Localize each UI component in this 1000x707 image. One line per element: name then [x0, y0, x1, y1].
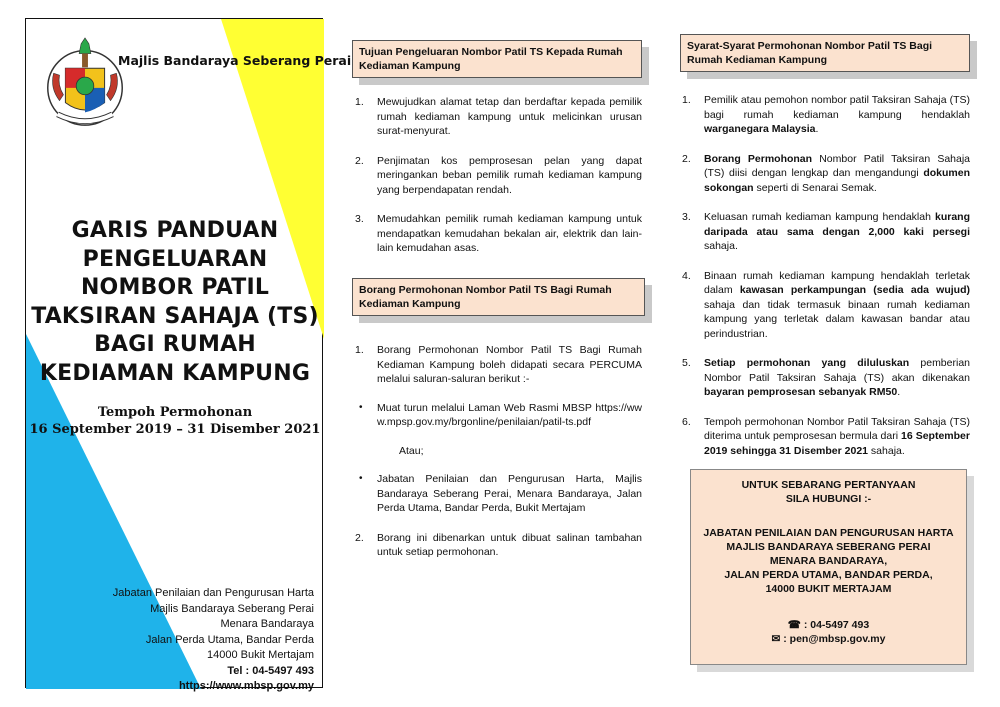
- phone-line: Tel : 04-5497 493: [227, 664, 314, 677]
- period-label: Tempoh Permohonan: [97, 405, 253, 420]
- envelope-icon: ✉: [771, 633, 781, 645]
- bullet-icon: •: [359, 401, 363, 413]
- list-item: [682, 152, 970, 196]
- atau-text: Atau;: [399, 444, 424, 457]
- list-item: [682, 210, 970, 254]
- item-text: Penjimatan kos pemprosesan pelan yang dapat meringankan beban pemilik rumah kediaman kampung yang berpendapatan rendah.: [377, 154, 642, 196]
- contact-line: MENARA BANDARAYA,: [769, 555, 888, 567]
- item-text-bold: kurang daripada atau sama dengan 2,000 kaki persegi: [704, 211, 970, 238]
- item-text: Binaan rumah kediaman kampung hendaklah terletak dalam: [704, 269, 970, 296]
- item-text: Pemilik atau pemohon nombor patil Taksiran Sahaja (TS) bagi rumah kediaman kampung hendaklah: [704, 94, 970, 121]
- borang-header: Borang Permohonan Nombor Patil TS Bagi Rumah Kediaman Kampung: [352, 278, 645, 316]
- item-number: 2.: [682, 152, 691, 165]
- list-item: [355, 212, 642, 256]
- address-line: Menara Bandaraya: [220, 618, 314, 630]
- address-line: Jalan Perda Utama, Bandar Perda: [145, 633, 314, 646]
- item-text: Keluasan rumah kediaman kampung hendaklah: [704, 211, 935, 223]
- item-text-bold: dokumen sokongan: [704, 167, 970, 194]
- item-number: 1.: [355, 96, 364, 108]
- title-line: GARIS PANDUAN: [71, 218, 279, 243]
- item-text-bold: Setiap permohonan yang diluluskan: [704, 357, 910, 369]
- mbsp-crest-logo: [36, 34, 134, 132]
- address-line: Jabatan Penilaian dan Pengurusan Harta: [112, 587, 314, 599]
- address-line: Majlis Bandaraya Seberang Perai: [150, 602, 314, 615]
- title-line: TAKSIRAN SAHAJA (TS): [31, 303, 319, 329]
- item-number: 3.: [355, 213, 364, 225]
- item-text: sahaja dan tidak termasuk binaan rumah kediaman kampung yang terletak dalam kawasan bandar atau perindustrian.: [704, 298, 970, 340]
- contact-line: UNTUK SEBARANG PERTANYAAN: [741, 479, 916, 491]
- title-line: BAGI RUMAH: [94, 332, 256, 357]
- item-text-bold: Borang Permohonan: [704, 152, 813, 165]
- item-text: Tempoh permohonan Nombor Patil Taksiran Sahaja (TS) diterima untuk pemprosesan bermula dari: [704, 415, 970, 442]
- phone-number: : 04-5497 493: [803, 619, 870, 631]
- tujuan-list: [355, 95, 642, 271]
- borang-list: [355, 343, 642, 575]
- contact-line: JABATAN PENILAIAN DAN PENGURUSAN HARTA: [703, 527, 954, 539]
- item-number: 3.: [682, 211, 691, 223]
- website-link[interactable]: https://www.mbsp.gov.my: [178, 680, 314, 692]
- title-line: PENGELUARAN: [82, 246, 268, 272]
- item-number: 1.: [355, 344, 364, 356]
- item-text: Mewujudkan alamat tetap dan berdaftar kepada pemilik rumah kediaman kampung untuk melicinkan urusan surat-menyurat.: [377, 96, 642, 137]
- item-text: Memudahkan pemilik rumah kediaman kampung untuk mendapatkan kemudahan bekalan air, elektrik dan lain-lain kemudahan asas.: [377, 213, 642, 254]
- item-number: 6.: [682, 415, 691, 428]
- list-item: [355, 343, 642, 516]
- syarat-header: Syarat-Syarat Permohonan Nombor Patil TS Bagi Rumah Kediaman Kampung: [680, 34, 970, 72]
- item-text: .: [897, 386, 901, 398]
- bullet-item: [355, 472, 642, 516]
- contact-email[interactable]: [691, 632, 966, 646]
- bullet-item: [355, 401, 642, 430]
- item-text: Jabatan Penilaian dan Pengurusan Harta, Majlis Bandaraya Seberang Perai, Menara Bandaraya, Jalan Perda Utama, Bandar Perda, Bukit Mertajam: [377, 473, 642, 514]
- contact-line: MAJLIS BANDARAYA SEBERANG PERAI: [726, 541, 931, 553]
- item-text: Borang Permohonan Nombor Patil TS Bagi Rumah Kediaman Kampung boleh didapati secara PERCUMA melalui saluran-saluran berikut :-: [377, 344, 642, 385]
- item-text: seperti di Senarai Semak.: [753, 181, 877, 194]
- address-line: 14000 Bukit Mertajam: [207, 649, 314, 661]
- item-text-bold: 16 September 2019 sehingga 31 Disember 2021: [704, 430, 970, 457]
- item-number: 1.: [682, 94, 691, 106]
- address-block: [113, 586, 314, 695]
- item-text: Nombor Patil Taksiran Sahaja (TS) diisi dengan lengkap dan mengandungi: [704, 152, 971, 179]
- period-dates: 16 September 2019 – 31 Disember 2021: [29, 422, 321, 437]
- list-item: [682, 269, 970, 342]
- organization-name: Majlis Bandaraya Seberang Perai: [118, 53, 352, 68]
- item-text: sahaja.: [868, 444, 905, 457]
- item-text: sahaja.: [704, 240, 738, 252]
- contact-line: 14000 BUKIT MERTAJAM: [765, 583, 892, 595]
- item-number: 5.: [682, 357, 691, 369]
- list-item: [355, 531, 642, 560]
- contact-phone[interactable]: [691, 618, 966, 632]
- brochure-title: [26, 217, 324, 388]
- contact-line: JALAN PERDA UTAMA, BANDAR PERDA,: [724, 569, 933, 581]
- item-text: .: [815, 123, 819, 135]
- list-item: [682, 93, 970, 137]
- tujuan-header: Tujuan Pengeluaran Nombor Patil TS Kepada Rumah Kediaman Kampung: [352, 40, 642, 78]
- syarat-list: [682, 93, 970, 473]
- item-text: Borang ini dibenarkan untuk dibuat salinan tambahan untuk setiap permohonan.: [377, 531, 642, 558]
- download-link-text[interactable]: Muat turun melalui Laman Web Rasmi MBSP https://www.mpsp.gov.my/brgonline/penilaian/patil-ts.pdf: [377, 401, 642, 428]
- email-address: : pen@mbsp.gov.my: [783, 633, 886, 645]
- item-text-bold: warganegara Malaysia: [704, 123, 816, 135]
- list-item: [682, 356, 970, 400]
- item-number: 4.: [682, 269, 691, 282]
- title-line: KEDIAMAN KAMPUNG: [39, 360, 311, 386]
- item-text-bold: kawasan perkampungan (sedia ada wujud): [739, 284, 971, 296]
- list-item: [682, 415, 970, 459]
- item-number: 2.: [355, 531, 364, 544]
- item-text-bold: bayaran pemprosesan sebanyak RM50: [704, 386, 898, 398]
- contact-line: SILA HUBUNGI :-: [785, 493, 872, 505]
- cover-panel: [25, 18, 352, 692]
- item-text: pemberian Nombor Patil Taksiran Sahaja (TS) akan dikenakan: [704, 357, 970, 384]
- item-number: 2.: [355, 154, 364, 167]
- title-line: NOMBOR PATIL: [80, 275, 270, 300]
- list-item: [355, 154, 642, 198]
- contact-box: [690, 469, 967, 665]
- list-item: [355, 95, 642, 139]
- telephone-icon: ☎: [787, 619, 801, 631]
- bullet-icon: •: [359, 473, 363, 484]
